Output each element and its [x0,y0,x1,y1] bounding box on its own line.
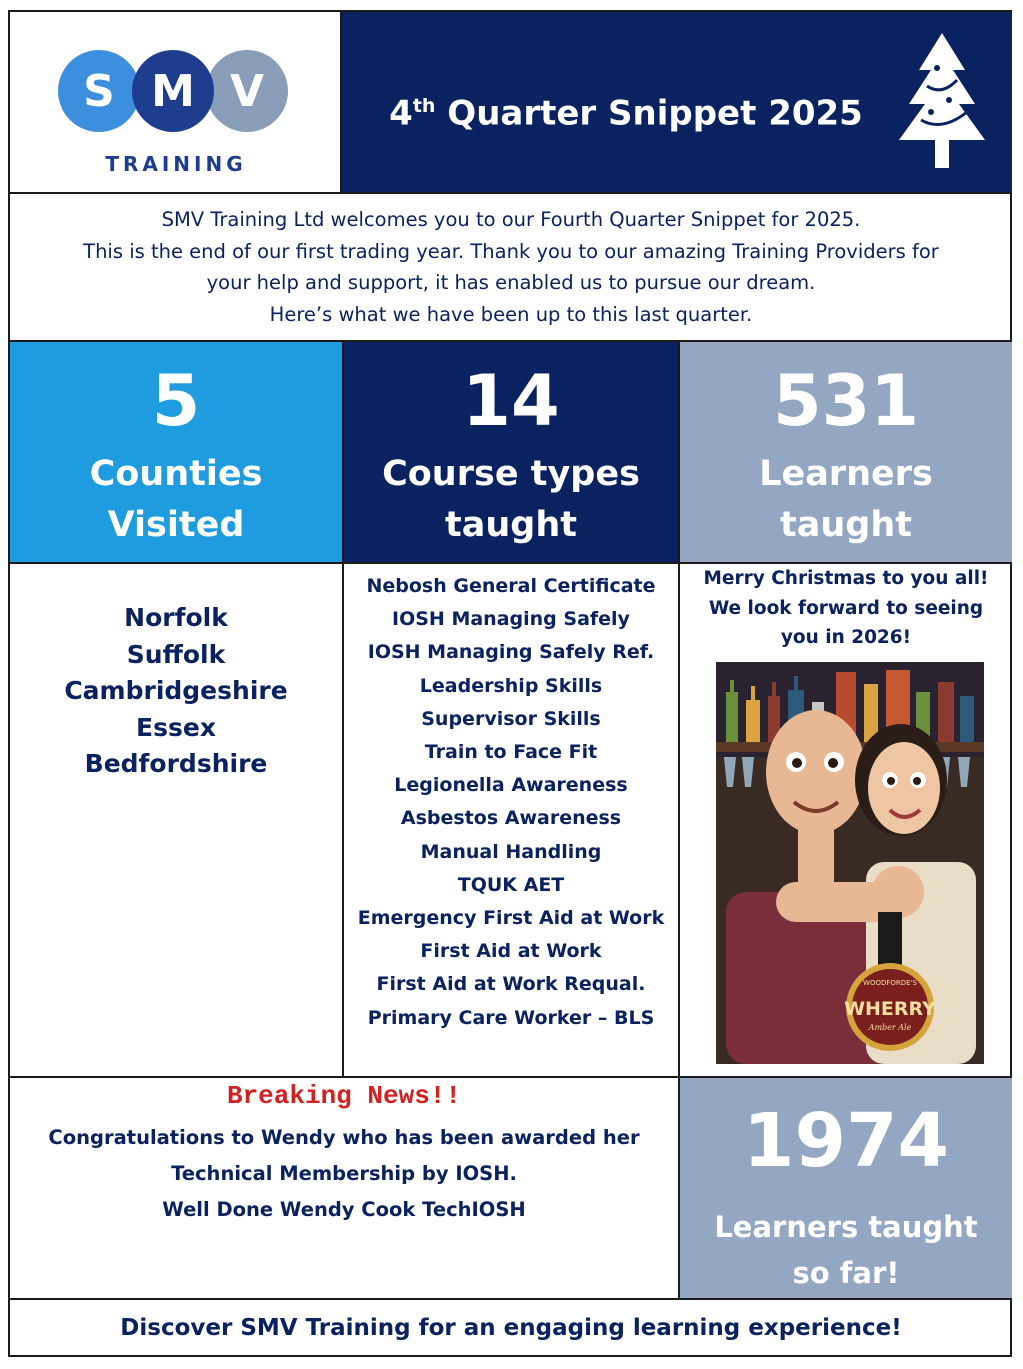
list-item: Nebosh General Certificate [366,575,656,597]
intro-text [10,204,1012,340]
list-item: IOSH Managing Safely [392,608,630,631]
cartoon-couple-at-bar-illustration [716,662,984,1064]
stat-counties [10,342,342,562]
pump-label-sub: Amber Ale [868,1023,912,1032]
list-item: Leadership Skills [419,674,603,697]
footer-text: Discover SMV Training for an engaging learning experience! [120,1315,902,1341]
intro-line: SMV Training Ltd welcomes you to our Fourth Quarter Snippet for 2025. [161,208,861,231]
stat-total-learners [680,1078,1012,1298]
intro-line: This is the end of our first trading year. Thank you to our amazing Training Providers for [83,239,939,263]
list-item: Legionella Awareness [394,774,628,797]
stat-label: Course types [382,454,640,494]
header-banner [342,12,1012,192]
stat-number: 14 [462,360,560,442]
news-text: Congratulations to Wendy who has been awarded her Technical Membership by IOSH. Well Done Wendy Cook TechIOSH [48,1126,640,1221]
divider [10,192,1012,194]
divider [678,342,680,1300]
list-item: Supervisor Skills [421,707,601,730]
stat-label: taught [445,505,577,545]
christmas-tree-icon [887,28,997,178]
pump-label-small: WOODFORDE'S [863,979,917,987]
divider [10,1076,1012,1078]
logo-circle-s: S [58,50,140,132]
divider [10,562,1012,564]
news-heading: Breaking News!! [226,1081,462,1111]
logo-subtitle: TRAINING [105,152,247,176]
pump-label: WHERRY [844,998,936,1020]
courses-list [344,564,678,1076]
intro-line: your help and support, it has enabled us to pursue our dream. [206,271,816,294]
stat-number: 5 [151,360,201,442]
list-item: Train to Face Fit [424,741,598,764]
list-item: First Aid at Work Requal. [376,973,646,996]
page-title: 4th Quarter Snippet 2025 [389,93,863,134]
stat-label: taught [780,505,912,545]
divider [10,1298,1012,1300]
list-item: Norfolk [124,603,228,632]
stat-label: Counties [89,454,263,494]
logo-circle-v: V [206,50,288,132]
logo-circle-m: M [132,50,214,132]
newsletter-frame [8,10,1012,1357]
list-item: Primary Care Worker – BLS [367,1006,655,1029]
list-item: Asbestos Awareness [400,807,622,830]
list-item: IOSH Managing Safely Ref. [367,641,655,664]
christmas-message [680,564,1012,1076]
list-item: TQUK AET [457,873,565,896]
list-item: Essex [136,712,216,742]
stat-label: Visited [107,505,245,545]
stat-label: so far! [792,1256,900,1290]
stat-number: 531 [772,360,920,442]
divider [10,340,1012,342]
stat-learners [680,342,1012,562]
list-item: Bedfordshire [84,749,268,778]
divider [340,12,342,192]
list-item: Suffolk [126,639,226,669]
stat-label: Learners [759,454,933,494]
list-item: First Aid at Work [420,940,602,963]
logo-area [10,12,342,192]
stat-label: Learners taught [714,1210,978,1244]
divider [342,342,344,1078]
intro-line: Here’s what we have been up to this last quarter. [269,302,753,326]
breaking-news [10,1078,678,1298]
list-item: Manual Handling [420,840,602,863]
counties-list [10,564,342,1076]
christmas-text: Merry Christmas to you all! We look forward to seeing you in 2026! [703,568,989,648]
list-item: Emergency First Aid at Work [357,907,665,930]
list-item: Cambridgeshire [64,676,288,705]
footer [10,1300,1012,1357]
stat-course-types [344,342,678,562]
stat-number: 1974 [743,1098,949,1184]
